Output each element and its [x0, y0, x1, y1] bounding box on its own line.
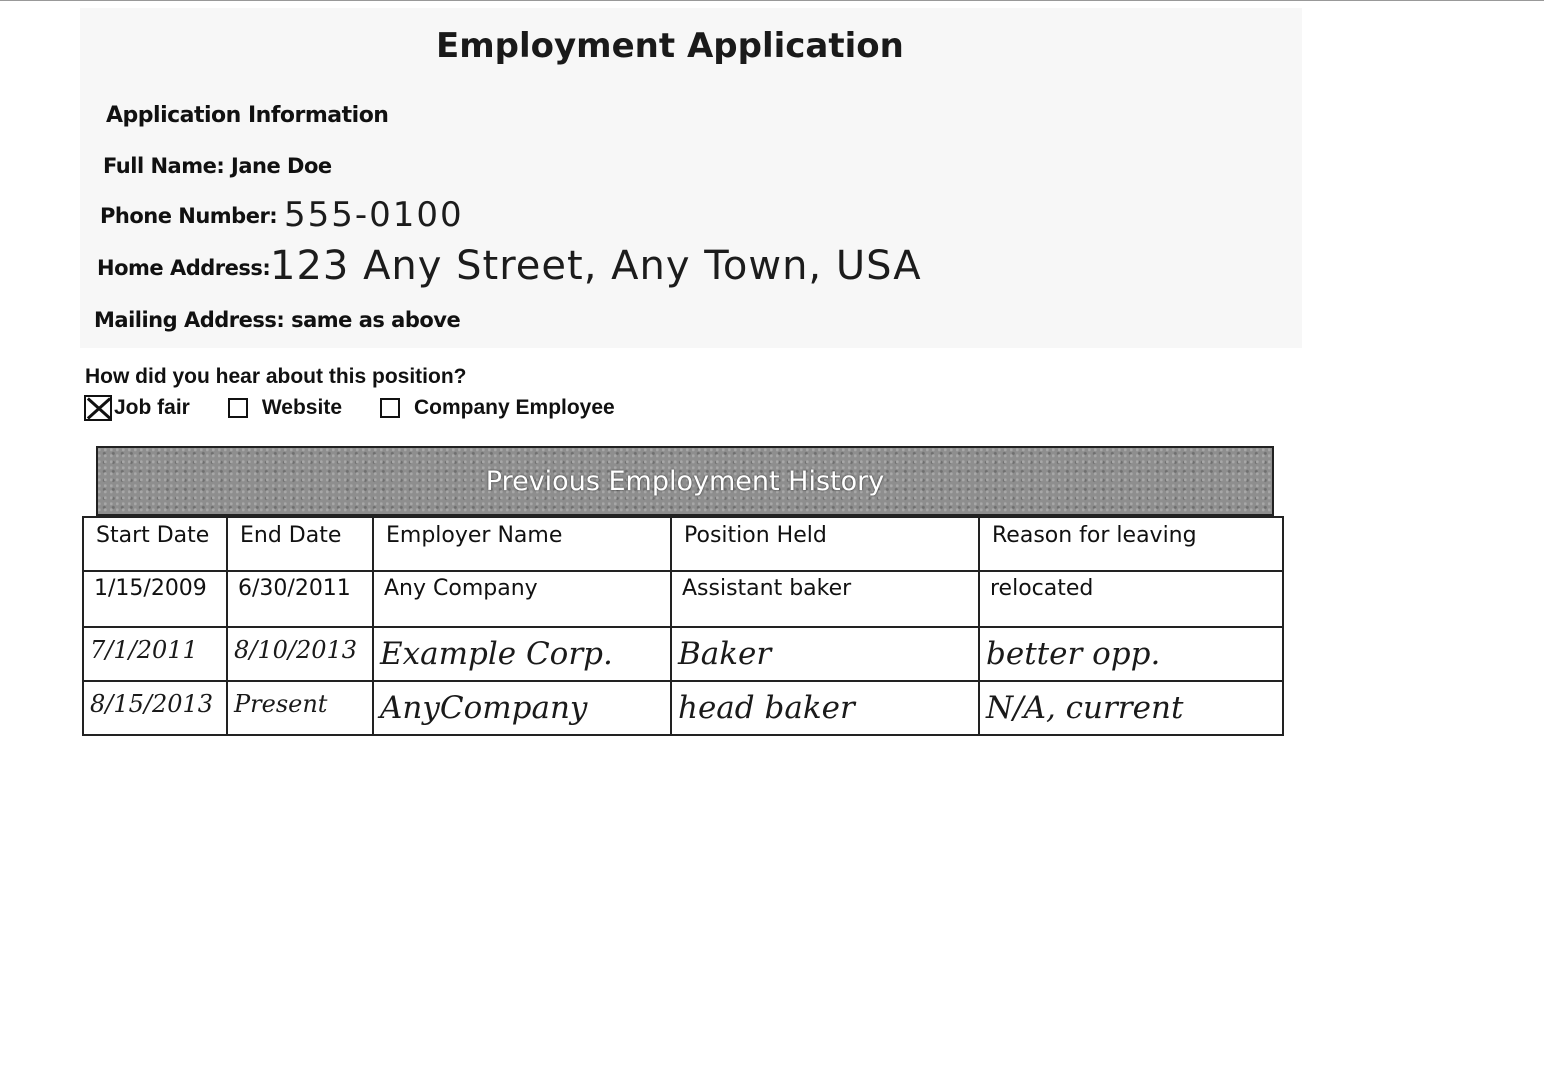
end-date-cell: Present: [227, 681, 373, 735]
checkbox-checked-icon[interactable]: [84, 395, 112, 421]
start-date-cell: 7/1/2011: [83, 627, 227, 681]
position-cell: Assistant baker: [671, 571, 979, 627]
source-options: [84, 394, 653, 422]
form-title: Employment Application: [436, 26, 904, 66]
full-name-value: Jane Doe: [231, 154, 332, 178]
mailing-address-value: same as above: [291, 308, 461, 332]
table-row: [83, 627, 1283, 681]
column-header: Start Date: [83, 517, 227, 571]
end-date-cell: 8/10/2013: [227, 627, 373, 681]
start-date-cell: 8/15/2013: [83, 681, 227, 735]
option-company-employee[interactable]: [380, 396, 615, 420]
full-name-field: [103, 154, 332, 178]
employer-cell: Any Company: [373, 571, 671, 627]
mailing-address-field: [94, 308, 460, 332]
section-title: Application Information: [106, 103, 389, 128]
column-header: End Date: [227, 517, 373, 571]
reason-cell: N/A, current: [979, 681, 1283, 735]
employer-cell: AnyCompany: [373, 681, 671, 735]
option-label: Company Employee: [414, 396, 615, 419]
column-header: Position Held: [671, 517, 979, 571]
full-name-label: Full Name:: [103, 154, 225, 178]
reason-cell: better opp.: [979, 627, 1283, 681]
phone-label: Phone Number:: [100, 204, 278, 228]
checkbox-empty-icon[interactable]: [380, 398, 400, 418]
table-title: Previous Employment History: [96, 446, 1274, 516]
option-website[interactable]: [228, 396, 342, 420]
checkbox-empty-icon[interactable]: [228, 398, 248, 418]
home-address-label: Home Address:: [97, 256, 271, 280]
header-row: [83, 517, 1283, 571]
position-cell: Baker: [671, 627, 979, 681]
end-date-cell: 6/30/2011: [227, 571, 373, 627]
option-label: Website: [261, 396, 342, 419]
employment-history-table: [82, 446, 1282, 736]
table-row: [83, 571, 1283, 627]
table-row: [83, 681, 1283, 735]
column-header: Reason for leaving: [979, 517, 1283, 571]
option-job-fair[interactable]: [84, 395, 190, 421]
start-date-cell: 1/15/2009: [83, 571, 227, 627]
position-cell: head baker: [671, 681, 979, 735]
phone-value: 555-0100: [284, 195, 464, 235]
history-grid: [82, 516, 1284, 736]
column-header: Employer Name: [373, 517, 671, 571]
home-address-value: 123 Any Street, Any Town, USA: [270, 243, 922, 289]
page-top-border: [0, 0, 1544, 1]
employer-cell: Example Corp.: [373, 627, 671, 681]
option-label: Job fair: [114, 396, 190, 419]
reason-cell: relocated: [979, 571, 1283, 627]
mailing-address-label: Mailing Address:: [94, 308, 285, 332]
source-question: How did you hear about this position?: [85, 365, 467, 388]
